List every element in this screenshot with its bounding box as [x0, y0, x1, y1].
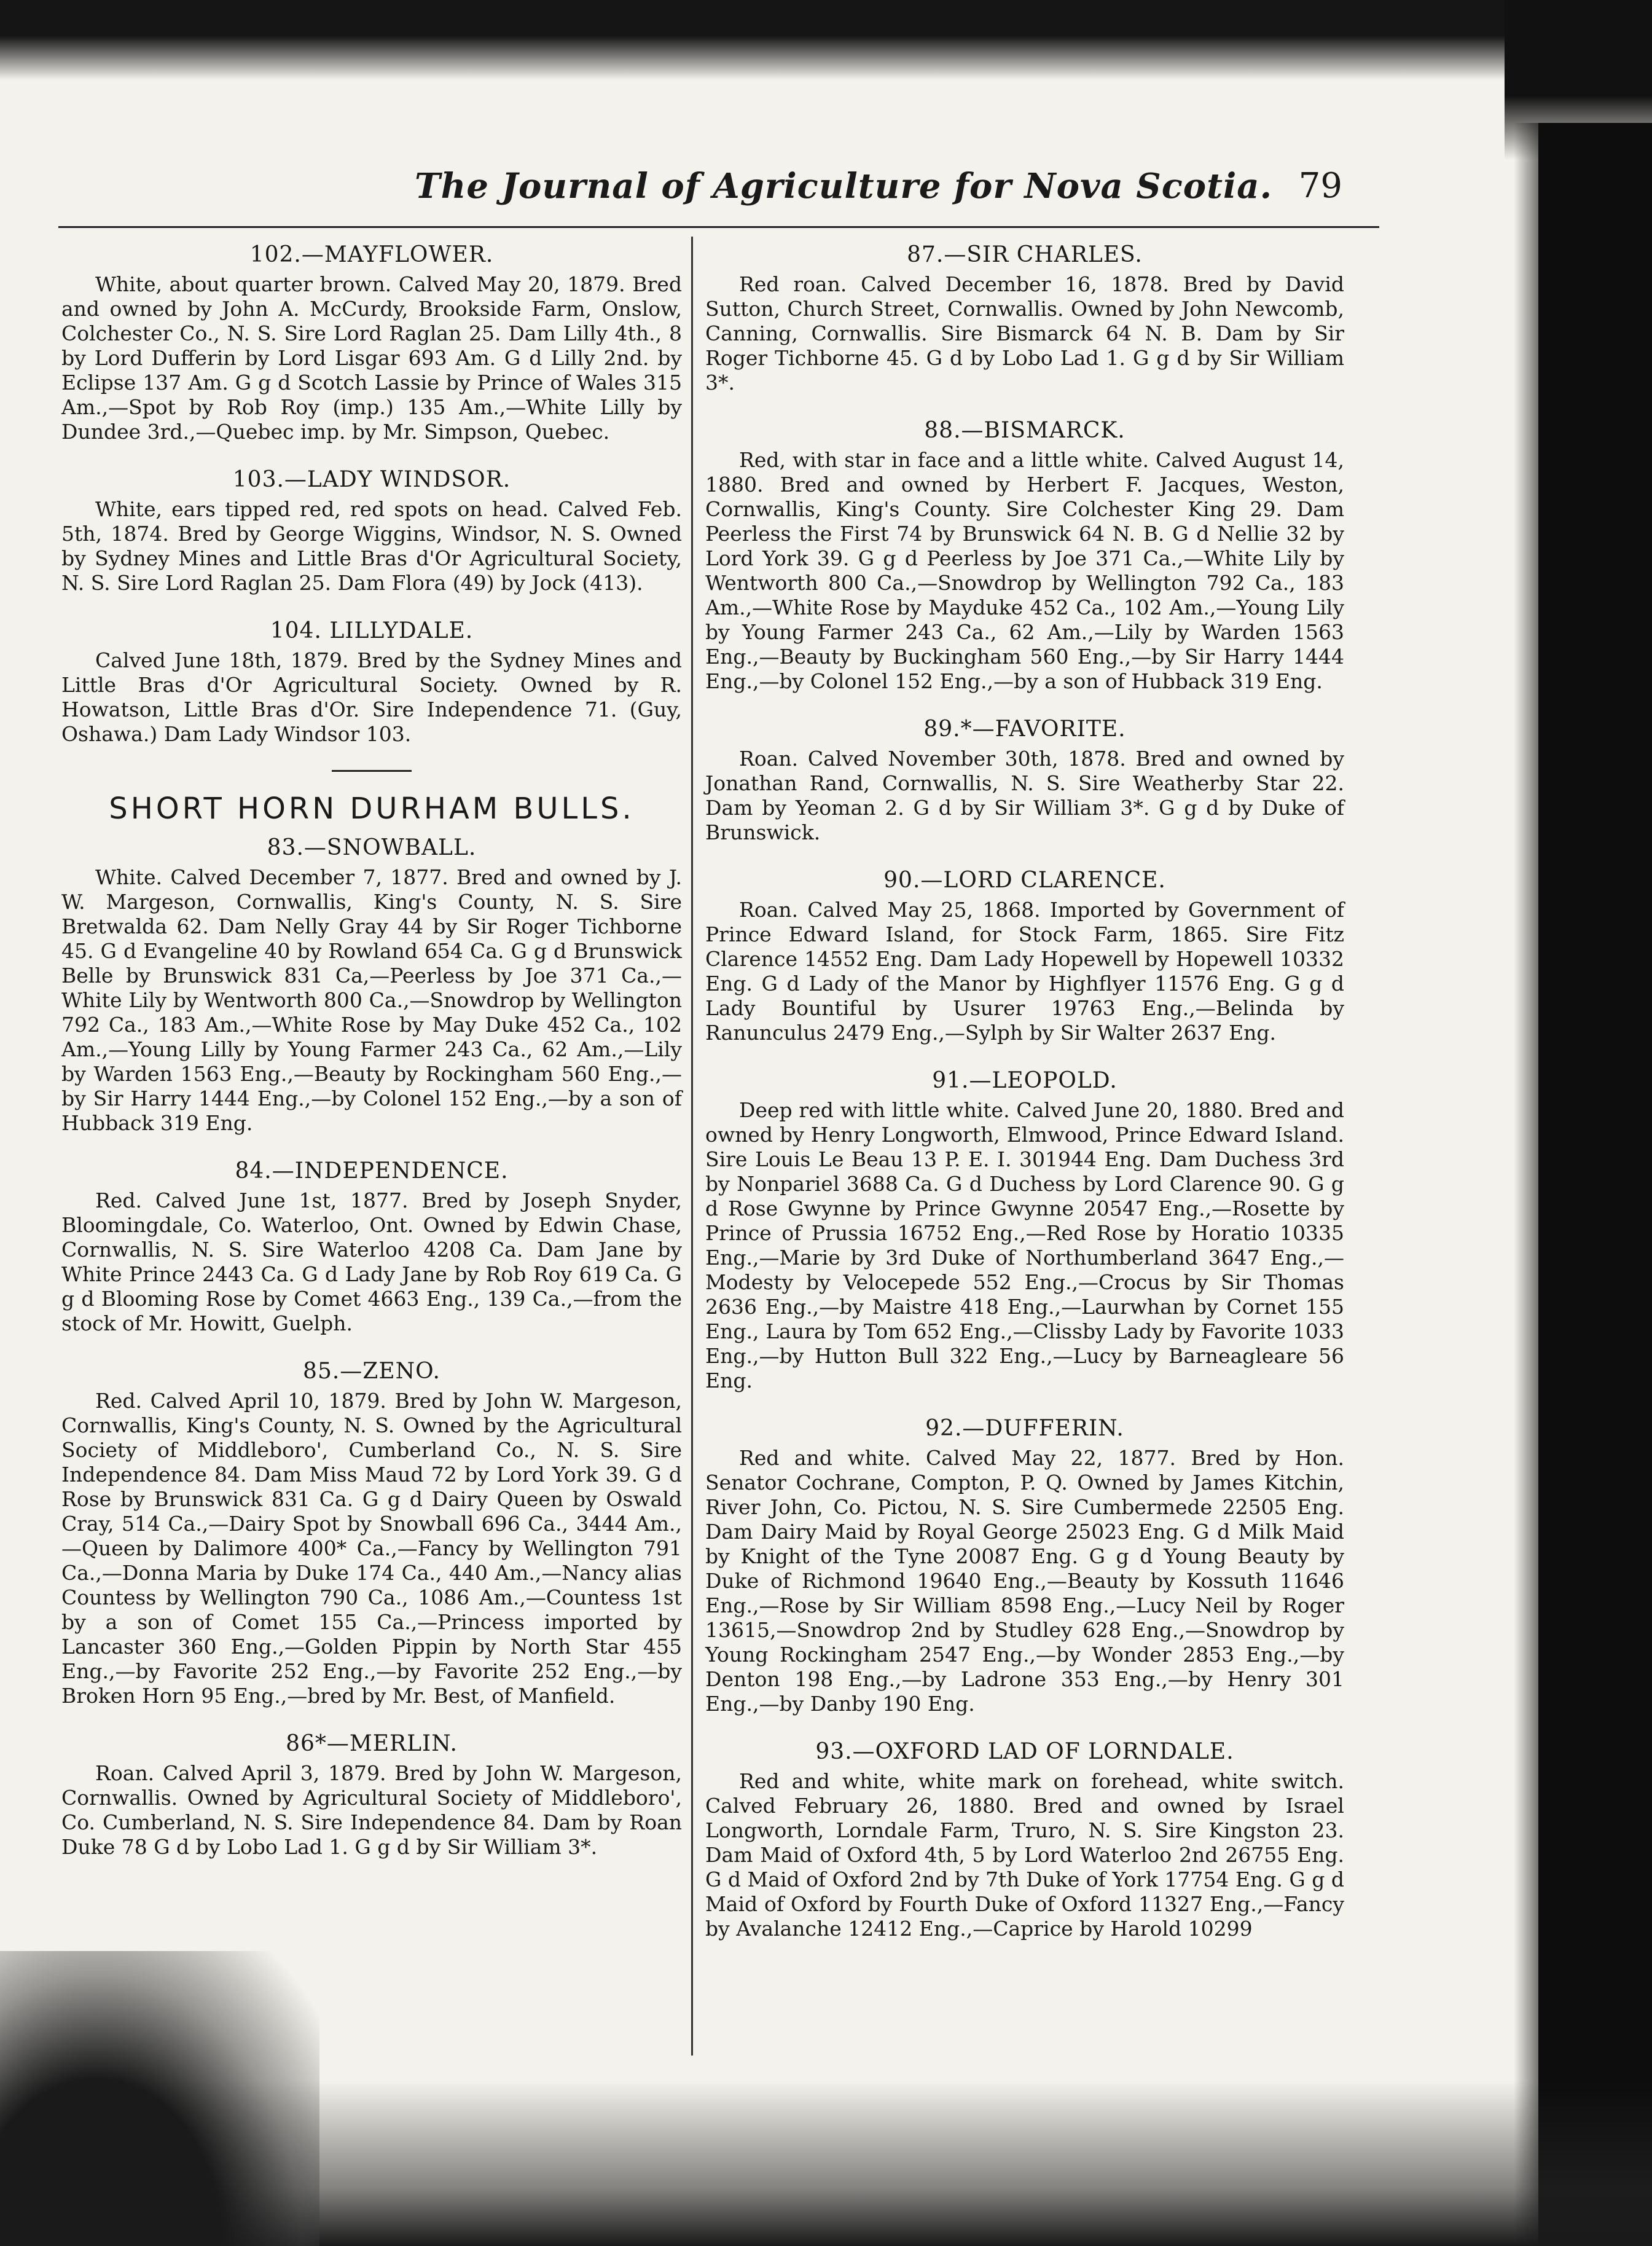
entry-body: Red. Calved June 1st, 1877. Bred by Joseph Snyder, Bloomingdale, Co. Waterloo, Ont. Owned by Edwin Chase, Cornwallis, N. S. Sire Waterloo 4208 Ca. Dam Jane by White Prince 2443 Ca. G d Lady Jane by Rob Roy 619 Ca. G g d Blooming Rose by Comet 4663 Eng., 139 Ca.,—from the stock of Mr. Howitt, Guelph. — [61, 1188, 682, 1335]
entry-title: 84.—INDEPENDENCE. — [235, 1158, 509, 1184]
entry-body: White. Calved December 7, 1877. Bred and owned by J. W. Margeson, Cornwallis, King's County, N. S. Sire Bretwalda 62. Dam Nelly Gray 44 by Sir Roger Tichborne 45. G d Evangeline 40 by Rowland 654 Ca. G g d Brunswick Belle by Brunswick 831 Ca,—Peerless by Joe 371 Ca.,—White Lily by Wentworth 800 Ca.,—Snowdrop by Wellington 792 Ca., 183 Am.,—White Rose by May Duke 452 Ca., 102 Am.,—Young Lilly by Young Farmer 243 Ca., 62 Am.,—Lily by Warden 1563 Eng.,—Beauty by Rockingham 560 Eng.,—by Sir Harry 1444 Eng.,—by Colonel 152 Eng.,—by a son of Hubback 319 Eng. — [61, 865, 682, 1135]
page-header — [58, 166, 1379, 221]
entry-body: White, ears tipped red, red spots on head. Calved Feb. 5th, 1874. Bred by George Wiggins, Windsor, N. S. Owned by Sydney Mines and Little Bras d'Or Agricultural Society, N. S. Sire Lord Raglan 25. Dam Flora (49) by Jock (413). — [61, 497, 682, 595]
page-number: 79 — [1298, 166, 1342, 206]
entry-body: Red and white, white mark on forehead, white switch. Calved February 26, 1880. Bred and owned by Israel Longworth, Lorndale Farm, Truro, N. S. Sire Kingston 23. Dam Maid of Oxford 4th, 5 by Lord Waterloo 2nd 26755 Eng. G d Maid of Oxford 2nd by 7th Duke of York 17754 Eng. G g d Maid of Oxford by Fourth Duke of Oxford 11327 Eng.,—Fancy by Avalanche 12412 Eng.,—Caprice by Harold 10299 — [705, 1769, 1344, 1941]
entry-title: 89.*—FAVORITE. — [923, 717, 1126, 742]
entry — [61, 836, 682, 1136]
entry-body: Red. Calved April 10, 1879. Bred by John W. Margeson, Cornwallis, King's County, N. S. Owned by the Agricultural Society of Middleboro', Cumberland Co., N. S. Sire Independence 84. Dam Miss Maud 72 by Lord York 39. G d Rose by Brunswick 831 Ca. G g d Dairy Queen by Oswald Cray, 514 Ca.,—Dairy Spot by Snowball 696 Ca., 3444 Am.,—Queen by Dalimore 400* Ca.,—Fancy by Wellington 791 Ca.,—Donna Maria by Duke 174 Ca., 440 Am.,—Nancy alias Countess by Wellington 790 Ca., 1086 Am.,—Countess 1st by a son of Comet 155 Ca.,—Princess imported by Lancaster 360 Eng.,—Golden Pippin by North Star 455 Eng.,—by Favorite 252 Eng.,—by Favorite 252 Eng.,—by Broken Horn 95 Eng.,—bred by Mr. Best, of Manfield. — [61, 1389, 682, 1708]
entry — [705, 1740, 1344, 1941]
entry — [705, 1416, 1344, 1716]
entry — [705, 868, 1344, 1045]
column-divider — [691, 237, 693, 2056]
entry-title: 88.—BISMARCK. — [924, 418, 1125, 443]
entry — [61, 468, 682, 595]
scan-edge-right — [1538, 123, 1652, 2246]
entry — [705, 717, 1344, 845]
right-column — [705, 243, 1344, 1965]
entry — [61, 619, 682, 747]
entry-body: Calved June 18th, 1879. Bred by the Sydney Mines and Little Bras d'Or Agricultural Society. Owned by R. Howatson, Little Bras d'Or. Sire Independence 71. (Guy, Oshawa.) Dam Lady Windsor 103. — [61, 648, 682, 746]
entry-title: 83.—SNOWBALL. — [267, 835, 477, 860]
section-rule — [332, 770, 412, 772]
entry-title: 92.—DUFFERIN. — [925, 1416, 1124, 1441]
section-heading: SHORT HORN DURHAM BULLS. — [109, 791, 635, 826]
entry-title: 87.—SIR CHARLES. — [907, 242, 1143, 267]
entry-body: White, about quarter brown. Calved May 20, 1879. Bred and owned by John A. McCurdy, Brookside Farm, Onslow, Colchester Co., N. S. Sire Lord Raglan 25. Dam Lilly 4th., 8 by Lord Dufferin by Lord Lisgar 693 Am. G d Lilly 2nd. by Eclipse 137 Am. G g d Scotch Lassie by Prince of Wales 315 Am.,—Spot by Rob Roy (imp.) 135 Am.,—White Lilly by Dundee 3rd.,—Quebec imp. by Mr. Simpson, Quebec. — [61, 272, 682, 444]
entry-body: Deep red with little white. Calved June 20, 1880. Bred and owned by Henry Longworth, Elmwood, Prince Edward Island. Sire Louis Le Beau 13 P. E. I. 301944 Eng. Dam Duchess 3rd by Nonpariel 3688 Ca. G d Duchess by Lord Clarence 90. G g d Rose Gwynne by Prince Gwynne 20547 Eng.,—Rosette by Prince of Prussia 16752 Eng.,—Red Rose by Horatio 10335 Eng.,—Marie by 3rd Duke of Northumberland 3647 Eng.,—Modesty by Velocepede 552 Eng.,—Crocus by Sir Thomas 2636 Eng.,—by Maistre 418 Eng.,—Laurwhan by Cornet 155 Eng., Laura by Tom 652 Eng.,—Clissby Lady by Favorite 1033 Eng.,—by Hutton Bull 322 Eng.,—Lucy by Barneagleare 56 Eng. — [705, 1098, 1344, 1392]
entry-title: 93.—OXFORD LAD OF LORNDALE. — [815, 1739, 1234, 1764]
entry — [705, 1069, 1344, 1393]
scan-edge-top — [0, 0, 1652, 80]
entry-title: 102.—MAYFLOWER. — [249, 242, 494, 267]
scan-edge-shadow — [1514, 123, 1538, 2246]
entry-title: 85.—ZENO. — [303, 1359, 440, 1384]
running-title: The Journal of Agriculture for Nova Scotia. — [415, 166, 1273, 206]
entry-body: Roan. Calved April 3, 1879. Bred by John W. Margeson, Cornwallis. Owned by Agricultural Society of Middleboro', Co. Cumberland, N. S. Sire Independence 84. Dam by Roan Duke 78 G d by Lobo Lad 1. G g d by Sir William 3*. — [61, 1761, 682, 1859]
entry — [705, 243, 1344, 395]
entry-body: Red, with star in face and a little white. Calved August 14, 1880. Bred and owned by Herbert F. Jacques, Weston, Cornwallis, King's County. Sire Colchester King 29. Dam Peerless the First 74 by Brunswick 64 N. B. G d Nellie 32 by Lord York 39. G g d Peerless by Joe 371 Ca.,—White Lily by Wentworth 800 Ca.,—Snowdrop by Wellington 792 Ca., 183 Am.,—White Rose by Mayduke 452 Ca., 102 Am.,—Young Lily by Young Farmer 243 Ca., 62 Am.,—Lily by Warden 1563 Eng.,—Beauty by Buckingham 560 Eng.,—by Sir Harry 1444 Eng.,—by Colonel 152 Eng.,—by a son of Hubback 319 Eng. — [705, 448, 1344, 693]
entry-title: 91.—LEOPOLD. — [932, 1068, 1118, 1093]
entry — [61, 1159, 682, 1336]
entry-title: 86*—MERLIN. — [286, 1731, 458, 1756]
entry-body: Roan. Calved November 30th, 1878. Bred and owned by Jonathan Rand, Cornwallis, N. S. Sire Weatherby Star 22. Dam by Yeoman 2. G d by Sir William 3*. G g d by Duke of Brunswick. — [705, 747, 1344, 844]
entry — [61, 243, 682, 444]
entry — [61, 1732, 682, 1859]
header-rule — [58, 226, 1379, 228]
entry — [61, 1359, 682, 1708]
entry-title: 90.—LORD CLARENCE. — [883, 868, 1166, 893]
entry-body: Red roan. Calved December 16, 1878. Bred by David Sutton, Church Street, Cornwallis. Owned by John Newcomb, Canning, Cornwallis. Sire Bismarck 64 N. B. Dam by Sir Roger Tichborne 45. G d by Lobo Lad 1. G g d by Sir William 3*. — [705, 272, 1344, 395]
entry-body: Roan. Calved May 25, 1868. Imported by Government of Prince Edward Island, for Stock Farm, 1865. Sire Fitz Clarence 14552 Eng. Dam Lady Hopewell by Hopewell 10332 Eng. G d Lady of the Manor by Highflyer 11576 Eng. G g d Lady Bountiful by Usurer 19763 Eng.,—Belinda by Ranunculus 2479 Eng.,—Sylph by Sir Walter 2637 Eng. — [705, 898, 1344, 1045]
entry — [705, 418, 1344, 694]
entry-body: Red and white. Calved May 22, 1877. Bred by Hon. Senator Cochrane, Compton, P. Q. Owned by James Kitchin, River John, Co. Pictou, N. S. Sire Cumbermede 22505 Eng. Dam Dairy Maid by Royal George 25023 Eng. G d Milk Maid by Knight of the Tyne 20087 Eng. G g d Young Beauty by Duke of Richmond 19640 Eng.,—Beauty by Kossuth 11646 Eng.,—Rose by Sir William 8598 Eng.,—Lucy Neil by Roger 13615,—Snowdrop 2nd by Studley 628 Eng.,—Snowdrop by Young Rockingham 2547 Eng.,—by Wonder 2853 Eng.,—by Denton 198 Eng.,—by Ladrone 353 Eng.,—by Henry 301 Eng.,—by Danby 190 Eng. — [705, 1446, 1344, 1716]
entry-title: 103.—LADY WINDSOR. — [232, 467, 511, 492]
scan-edge-bottom-left — [0, 1951, 319, 2246]
entry-title: 104. LILLYDALE. — [270, 618, 474, 643]
left-column — [61, 243, 682, 1883]
